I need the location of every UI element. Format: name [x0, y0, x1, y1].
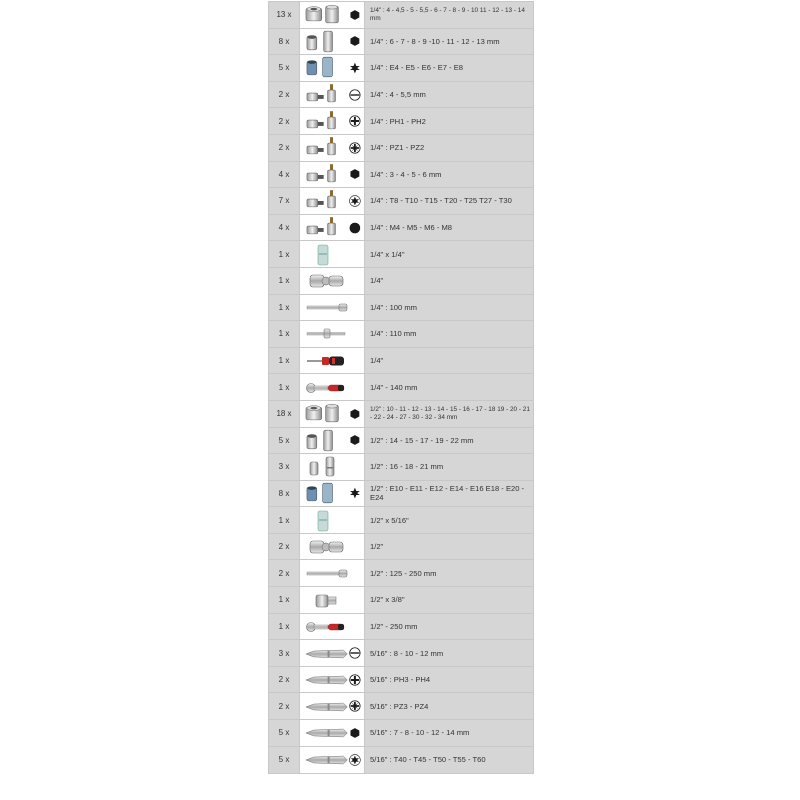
- tool-set-contents-table: [268, 1, 534, 774]
- hex-drive-icon: [349, 168, 361, 180]
- quantity-cell: 2 x: [269, 693, 299, 719]
- table-row: [269, 667, 533, 694]
- phillips-drive-icon: [349, 115, 361, 127]
- table-row: [269, 348, 533, 375]
- quantity-cell: 5 x: [269, 428, 299, 454]
- quantity-cell: 2 x: [269, 82, 299, 108]
- spark-plug-socket-icon: [304, 454, 350, 479]
- bit-socket-pair-icon: [304, 82, 349, 107]
- deep-socket-pair-icon: [304, 29, 349, 54]
- table-row: [269, 241, 533, 268]
- hex-drive-icon: [349, 35, 361, 47]
- quantity-cell: 8 x: [269, 481, 299, 507]
- table-row: [269, 29, 533, 56]
- tool-image-cell: [299, 268, 365, 294]
- description-cell: 1/4" x 1/4": [365, 241, 533, 267]
- description-cell: 5/16" : 7 - 8 - 10 - 12 - 14 mm: [365, 720, 533, 746]
- description-cell: 1/4": [365, 348, 533, 374]
- table-row: [269, 82, 533, 109]
- hex-drive-icon: [349, 727, 361, 739]
- long-bit-icon: [304, 667, 349, 692]
- table-row: [269, 720, 533, 747]
- description-cell: 1/4" : 100 mm: [365, 295, 533, 321]
- quantity-cell: 1 x: [269, 587, 299, 613]
- description-cell: 1/4" : 4 - 5,5 mm: [365, 82, 533, 108]
- torx-drive-icon: [349, 754, 361, 766]
- tool-image-cell: [299, 401, 365, 427]
- table-row: [269, 747, 533, 774]
- universal-joint-icon: [304, 534, 350, 559]
- tool-image-cell: [299, 428, 365, 454]
- description-cell: 1/2" x 5/16": [365, 507, 533, 533]
- quantity-cell: 2 x: [269, 108, 299, 134]
- tool-image-cell: [299, 481, 365, 507]
- tool-image-cell: [299, 560, 365, 586]
- description-cell: 5/16" : PZ3 - PZ4: [365, 693, 533, 719]
- ratchet-small-icon: [304, 375, 350, 400]
- table-row: [269, 162, 533, 189]
- tool-image-cell: [299, 454, 365, 480]
- tool-image-cell: [299, 295, 365, 321]
- tool-image-cell: [299, 534, 365, 560]
- hex-drive-icon: [349, 9, 361, 21]
- bit-socket-pair-icon: [304, 188, 349, 213]
- torx-socket-pair-icon: [304, 481, 349, 506]
- slotted-drive-icon: [349, 89, 361, 101]
- table-row: [269, 55, 533, 82]
- table-row: [269, 454, 533, 481]
- tool-image-cell: [299, 82, 365, 108]
- description-cell: 1/4" : 6 - 7 - 8 - 9 -10 - 11 - 12 - 13 mm: [365, 29, 533, 55]
- quantity-cell: 5 x: [269, 55, 299, 81]
- tool-image-cell: [299, 29, 365, 55]
- description-cell: 1/4" : M4 - M5 - M6 - M8: [365, 215, 533, 241]
- long-bit-icon: [304, 747, 349, 772]
- tool-image-cell: [299, 640, 365, 666]
- quantity-cell: 18 x: [269, 401, 299, 427]
- table-row: [269, 268, 533, 295]
- adaptor-icon: [304, 508, 350, 533]
- table-row: [269, 614, 533, 641]
- tool-image-cell: [299, 374, 365, 400]
- quantity-cell: 1 x: [269, 507, 299, 533]
- tool-image-cell: [299, 108, 365, 134]
- quantity-cell: 3 x: [269, 454, 299, 480]
- table-row: [269, 401, 533, 428]
- description-cell: 1/2": [365, 534, 533, 560]
- quantity-cell: 1 x: [269, 295, 299, 321]
- torx-external-drive-icon: [349, 62, 361, 74]
- table-row: [269, 428, 533, 455]
- description-cell: 1/2" : 16 - 18 - 21 mm: [365, 454, 533, 480]
- tool-image-cell: [299, 507, 365, 533]
- table-row: [269, 215, 533, 242]
- extension-bar-icon: [304, 295, 350, 320]
- tool-image-cell: [299, 162, 365, 188]
- phillips-drive-icon: [349, 674, 361, 686]
- table-row: [269, 560, 533, 587]
- bit-socket-pair-icon: [304, 135, 349, 160]
- quantity-cell: 3 x: [269, 640, 299, 666]
- table-row: [269, 135, 533, 162]
- quantity-cell: 2 x: [269, 534, 299, 560]
- description-cell: 1/2" - 250 mm: [365, 614, 533, 640]
- description-cell: 1/4": [365, 268, 533, 294]
- deep-socket-pair-icon: [304, 428, 349, 453]
- quantity-cell: 8 x: [269, 29, 299, 55]
- table-row: [269, 295, 533, 322]
- pozidriv-drive-icon: [349, 142, 361, 154]
- quantity-cell: 2 x: [269, 135, 299, 161]
- tool-image-cell: [299, 693, 365, 719]
- long-bit-icon: [304, 694, 349, 719]
- tool-image-cell: [299, 215, 365, 241]
- tool-image-cell: [299, 348, 365, 374]
- quantity-cell: 1 x: [269, 374, 299, 400]
- quantity-cell: 13 x: [269, 2, 299, 28]
- screwdriver-handle-icon: [304, 348, 350, 373]
- pozidriv-drive-icon: [349, 700, 361, 712]
- description-cell: 1/4" : PZ1 - PZ2: [365, 135, 533, 161]
- socket-pair-icon: [304, 2, 349, 27]
- tool-image-cell: [299, 321, 365, 347]
- description-cell: 1/2" x 3/8": [365, 587, 533, 613]
- extension-bar-icon: [304, 561, 350, 586]
- quantity-cell: 1 x: [269, 241, 299, 267]
- tool-image-cell: [299, 720, 365, 746]
- description-cell: 1/2" : 10 - 11 - 12 - 13 - 14 - 15 - 16 - 17 - 18 19 - 20 - 21 - 22 - 24 - 27 - 30 - 32 - 34 mm: [365, 401, 533, 427]
- hex-drive-icon: [349, 434, 361, 446]
- hex-drive-icon: [349, 408, 361, 420]
- quantity-cell: 5 x: [269, 720, 299, 746]
- quantity-cell: 2 x: [269, 560, 299, 586]
- description-cell: 5/16" : 8 - 10 - 12 mm: [365, 640, 533, 666]
- tool-image-cell: [299, 747, 365, 774]
- quantity-cell: 1 x: [269, 348, 299, 374]
- description-cell: 1/4" : E4 - E5 - E6 - E7 - E8: [365, 55, 533, 81]
- quantity-cell: 1 x: [269, 321, 299, 347]
- description-cell: 1/4" : 3 - 4 - 5 - 6 mm: [365, 162, 533, 188]
- description-cell: 1/4" : PH1 - PH2: [365, 108, 533, 134]
- tool-image-cell: [299, 55, 365, 81]
- description-cell: 1/4" : 4 - 4,5 - 5 - 5,5 - 6 - 7 - 8 - 9 - 10 11 - 12 - 13 - 14 mm: [365, 2, 533, 28]
- description-cell: 1/4" : 110 mm: [365, 321, 533, 347]
- description-cell: 1/4" : T8 - T10 - T15 - T20 - T25 T27 - T30: [365, 188, 533, 214]
- reducer-icon: [304, 587, 350, 612]
- table-row: [269, 587, 533, 614]
- bit-socket-pair-icon: [304, 109, 349, 134]
- bit-socket-pair-icon: [304, 215, 349, 240]
- table-row: [269, 640, 533, 667]
- table-row: [269, 534, 533, 561]
- socket-pair-icon: [304, 401, 349, 426]
- table-row: [269, 481, 533, 508]
- quantity-cell: 4 x: [269, 162, 299, 188]
- description-cell: 5/16" : PH3 - PH4: [365, 667, 533, 693]
- t-bar-icon: [304, 321, 350, 346]
- slotted-drive-icon: [349, 647, 361, 659]
- description-cell: 1/2" : 14 - 15 - 17 - 19 - 22 mm: [365, 428, 533, 454]
- description-cell: 1/4" - 140 mm: [365, 374, 533, 400]
- ratchet-small-icon: [304, 614, 350, 639]
- description-cell: 1/2" : E10 - E11 - E12 - E14 - E16 E18 - E20 - E24: [365, 481, 533, 507]
- quantity-cell: 7 x: [269, 188, 299, 214]
- tool-image-cell: [299, 2, 365, 28]
- long-bit-icon: [304, 720, 349, 745]
- tool-image-cell: [299, 241, 365, 267]
- quantity-cell: 1 x: [269, 268, 299, 294]
- torx-socket-pair-icon: [304, 55, 349, 80]
- table-row: [269, 321, 533, 348]
- quantity-cell: 2 x: [269, 667, 299, 693]
- spline-drive-icon: [349, 222, 361, 234]
- quantity-cell: 5 x: [269, 747, 299, 774]
- quantity-cell: 4 x: [269, 215, 299, 241]
- long-bit-icon: [304, 641, 349, 666]
- quantity-cell: 1 x: [269, 614, 299, 640]
- tool-image-cell: [299, 667, 365, 693]
- tool-image-cell: [299, 135, 365, 161]
- tool-image-cell: [299, 188, 365, 214]
- table-row: [269, 374, 533, 401]
- adaptor-icon: [304, 242, 350, 267]
- torx-drive-icon: [349, 195, 361, 207]
- tool-image-cell: [299, 614, 365, 640]
- description-cell: 1/2" : 125 - 250 mm: [365, 560, 533, 586]
- table-row: [269, 507, 533, 534]
- table-row: [269, 188, 533, 215]
- tool-image-cell: [299, 587, 365, 613]
- table-row: [269, 693, 533, 720]
- universal-joint-icon: [304, 268, 350, 293]
- description-cell: 5/16" : T40 - T45 - T50 - T55 - T60: [365, 747, 533, 774]
- table-row: [269, 2, 533, 29]
- torx-external-drive-icon: [349, 487, 361, 499]
- table-row: [269, 108, 533, 135]
- bit-socket-pair-icon: [304, 162, 349, 187]
